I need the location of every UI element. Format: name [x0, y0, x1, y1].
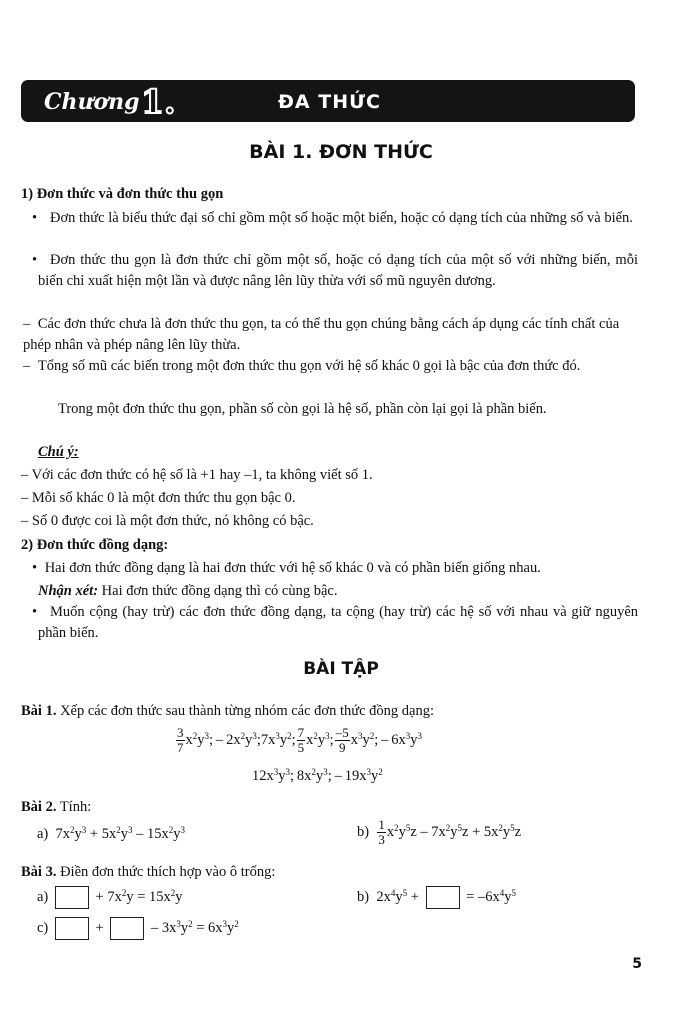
section2-bullet-2 — [32, 602, 638, 644]
exercises-title: BÀI TẬP — [303, 659, 379, 679]
section1-dash-2-text: Tổng số mũ các biến trong một đơn thức thu gọn với hệ số khác 0 gọi là bậc của đơn thức đó. — [37, 358, 581, 374]
exercise-3c: c) + – $3x^3y^2 = 6x^3y^2$ — [37, 917, 239, 940]
note-3: – Số 0 được coi là một đơn thức, nó không có bậc. — [21, 513, 314, 529]
exercise-3b-label: b) — [357, 888, 370, 905]
bullet-mark: • — [32, 604, 38, 620]
exercise-3a-label: a) — [37, 888, 49, 905]
section2-remark — [38, 581, 337, 601]
exercise-2-label: Bài 2. — [21, 799, 57, 815]
dash-mark: – — [23, 358, 31, 374]
fraction: $\frac{3}{7}$ — [177, 725, 184, 755]
remark-label: Nhận xét: — [38, 583, 99, 599]
section1-dash-2 — [23, 356, 638, 377]
exercise-1 — [21, 701, 434, 721]
note-1: – Với các đơn thức có hệ số là +1 hay –1, ta không viết số 1. — [21, 467, 373, 483]
note-2: – Mỗi số khác 0 là một đơn thức thu gọn bậc 0. — [21, 490, 296, 506]
chapter-title: ĐA THỨC — [278, 91, 381, 113]
chapter-number: 1. — [141, 82, 176, 121]
bullet-mark: • — [32, 560, 38, 576]
exercise-3c-label: c) — [37, 919, 49, 936]
exercise-3-label: Bài 3. — [21, 864, 57, 880]
exercise-1-text: Xếp các đơn thức sau thành từng nhóm các đơn thức đồng dạng: — [60, 703, 435, 719]
page-number: 5 — [632, 956, 642, 972]
exercise-1-monomials-row-1: $\frac{3}{7}$ $x^2y^3$; – $2x^2y^3;7x^3y^2$; $\frac{7}{5}$ $x^2y^3$; $\frac{-5}{9}$ $x^3y^2$; – $6x^3y^3$ — [177, 725, 423, 755]
fraction: $\frac{-5}{9}$ — [335, 725, 349, 755]
section2-heading: 2) Đơn thức đồng dạng: — [21, 537, 169, 553]
exercise-2b: b) $\frac{1}{3}$ $x^2y^5z - 7x^2y^5z + 5x^2y^5z$ — [357, 817, 522, 847]
bullet-mark: • — [32, 252, 38, 268]
fraction: $\frac{1}{3}$ — [378, 817, 385, 847]
section1-bullet-1-text: Đơn thức là biểu thức đại số chỉ gồm một số hoặc một biến, hoặc có dạng tích của những số và biến. — [50, 210, 633, 226]
chapter-word: Chương — [44, 89, 140, 115]
section1-bullet-1 — [32, 208, 638, 229]
exercise-2a: a) $7x^2y^3 + 5x^2y^3 - 15x^2y^3$ — [37, 825, 185, 842]
section1-bullet-2 — [32, 250, 638, 292]
exercise-2 — [21, 797, 91, 817]
section1-paragraph: Trong một đơn thức thu gọn, phần số còn gọi là hệ số, phần còn lại gọi là phần biến. — [58, 401, 547, 417]
exercise-3b: b) $2x^4y^5$ + = $-6x^4y^5$ — [357, 886, 516, 909]
exercise-3a: $a) + 7x^2y = 15x^2y$ — [37, 886, 183, 909]
exercise-2b-label: b) — [357, 823, 370, 840]
section2-bullet-1 — [32, 558, 541, 578]
section1-dash-1-text: Các đơn thức chưa là đơn thức thu gọn, ta có thể thu gọn chúng bằng cách áp dụng các tính chất của phép nhân và phép nâng lên lũy thừa. — [23, 316, 620, 353]
exercise-1-monomials-row-2: $12x^3y^3$; $8x^2y^3$; – $19x^3y^2$ — [252, 767, 383, 784]
section1-bullet-2-text: Đơn thức thu gọn là đơn thức chỉ gồm một số, hoặc có dạng tích của một số với những biến, mỗi biến chỉ xuất hiện một lần và được nâng lên lũy thừa với số mũ nguyên dương. — [38, 252, 638, 289]
remark-text: Hai đơn thức đồng dạng thì có cùng bậc. — [101, 583, 338, 599]
section2-bullet-1-text: Hai đơn thức đồng dạng là hai đơn thức với hệ số khác 0 và có phần biến giống nhau. — [44, 560, 541, 576]
exercise-3 — [21, 862, 275, 882]
answer-box[interactable] — [110, 917, 144, 940]
lesson-title: BÀI 1. ĐƠN THỨC — [249, 141, 433, 163]
answer-box[interactable] — [55, 886, 89, 909]
exercise-1-label: Bài 1. — [21, 703, 57, 719]
exercise-3-text: Điền đơn thức thích hợp vào ô trống: — [60, 864, 276, 880]
exercise-2-text: Tính: — [59, 799, 92, 815]
section2-bullet-2-text: Muốn cộng (hay trừ) các đơn thức đồng dạng, ta cộng (hay trừ) các hệ số với nhau và giữ nguyên phần biến. — [38, 604, 638, 641]
section1-heading: 1) Đơn thức và đơn thức thu gọn — [21, 186, 224, 202]
note-label: Chú ý: — [38, 444, 79, 460]
section1-dash-1 — [23, 314, 638, 356]
bullet-mark: • — [32, 210, 38, 226]
answer-box[interactable] — [55, 917, 89, 940]
fraction: $\frac{7}{5}$ — [297, 725, 305, 755]
exercise-2a-label: a) — [37, 826, 49, 842]
answer-box[interactable] — [426, 886, 460, 909]
dash-mark: – — [23, 316, 31, 332]
